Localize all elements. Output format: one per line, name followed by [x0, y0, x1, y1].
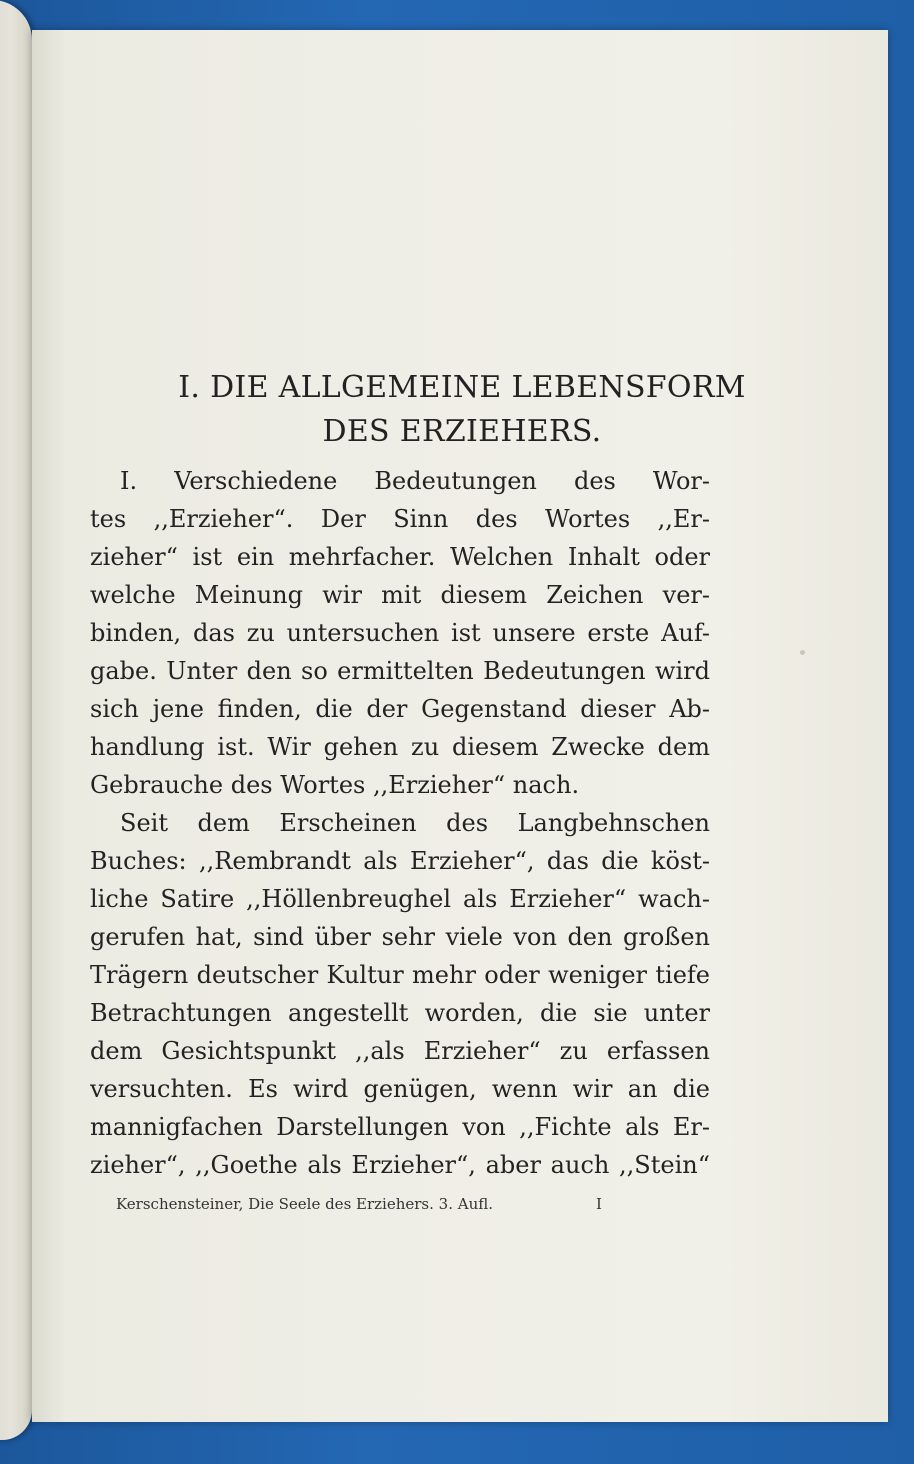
text-line: gabe. Unter den so ermittelten Bedeutungen wird [90, 657, 710, 685]
chapter-heading-line-2: DES ERZIEHERS. [322, 414, 602, 449]
chapter-heading-line-1: I. DIE ALLGEMEINE LEBENSFORM [178, 370, 746, 405]
sheet-number: I [596, 1195, 602, 1213]
page-footer [116, 1195, 636, 1213]
text-line: dem Gesichtspunkt ,,als Erzieher“ zu erfassen [90, 1037, 710, 1065]
paragraph-2 [90, 804, 710, 1184]
text-line: Seit dem Erscheinen des Langbehnschen [120, 809, 710, 837]
book-page [32, 30, 888, 1422]
text-line: welche Meinung wir mit diesem Zeichen ver- [90, 581, 710, 609]
text-line: liche Satire ,,Höllenbreughel als Erzieher“ wach- [90, 885, 710, 913]
text-line: tes ,,Erzieher“. Der Sinn des Wortes ,,Er- [90, 505, 710, 533]
text-line: mannigfachen Darstellungen von ,,Fichte als Er- [90, 1113, 710, 1141]
paragraph-1 [90, 462, 710, 804]
text-line: handlung ist. Wir gehen zu diesem Zwecke dem [90, 733, 710, 761]
paper-spot [800, 650, 805, 655]
text-line: Buches: ,,Rembrandt als Erzieher“, das die köst- [90, 847, 710, 875]
footer-signature: Kerschensteiner, Die Seele des Erziehers. 3. Aufl. [116, 1195, 494, 1213]
text-line: gerufen hat, sind über sehr viele von den großen [90, 923, 710, 951]
previous-page-edge [0, 0, 32, 1440]
text-line: sich jene finden, die der Gegenstand dieser Ab- [90, 695, 710, 723]
text-line: Trägern deutscher Kultur mehr oder weniger tiefe [90, 961, 710, 989]
text-line: Gebrauche des Wortes ,,Erzieher“ nach. [90, 771, 580, 799]
text-line: binden, das zu untersuchen ist unsere erste Auf- [90, 619, 710, 647]
text-line: zieher“ ist ein mehrfacher. Welchen Inhalt oder [90, 543, 710, 571]
text-line: versuchten. Es wird genügen, wenn wir an die [90, 1075, 710, 1103]
text-line: Betrachtungen angestellt worden, die sie unter [90, 999, 710, 1027]
text-line: I. Verschiedene Bedeutungen des Wor- [120, 467, 710, 495]
text-line: zieher“, ,,Goethe als Erzieher“, aber auch ,,Stein“ [90, 1151, 710, 1179]
